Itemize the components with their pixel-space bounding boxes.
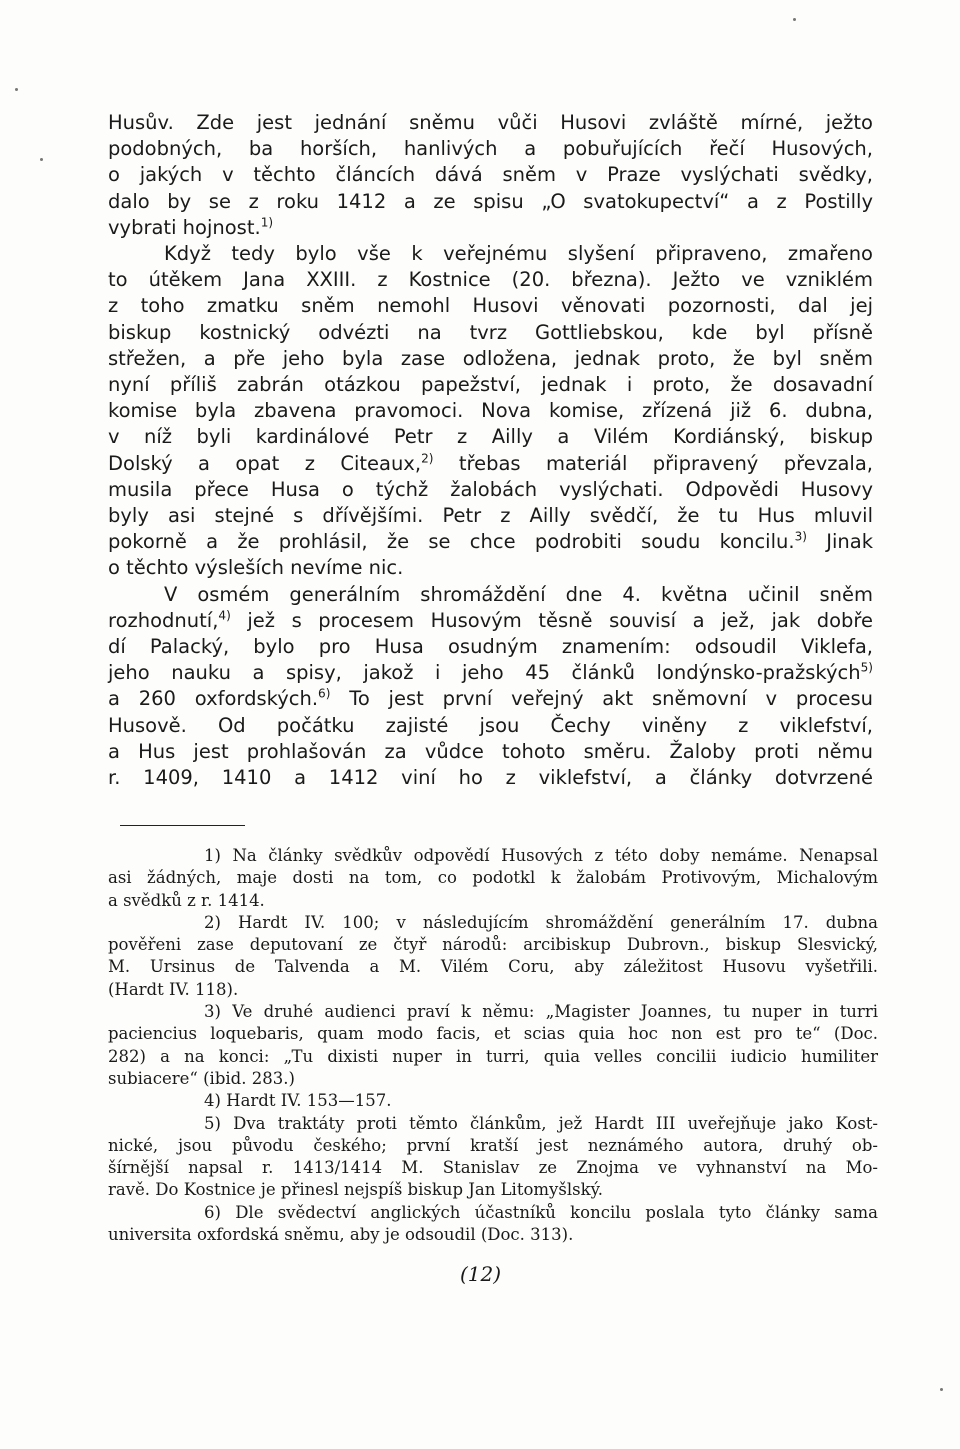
footnote-mark: 1) bbox=[260, 215, 274, 230]
text-line: rozhodnutí,$^{4)}$ jež s procesem Husovým těsně souvisí a jež, jak dobře bbox=[108, 608, 873, 632]
footnote-line: šírnější napsal r. 1413/1414 M. Stanislav ze Znojma ve vyhnanství na Mo- bbox=[108, 1158, 878, 1178]
text-line: to útěkem Jana XXIII. z Kostnice (20. března). Ježto ve vzniklém bbox=[108, 268, 873, 292]
footnote-mark: 2) bbox=[421, 451, 434, 466]
text-line: z toho zmatku sněm nemohl Husovi věnovati pozornosti, dal jej bbox=[108, 294, 873, 318]
footnote-line: universita oxfordská sněmu, aby je odsoudil (Doc. 313). bbox=[108, 1225, 574, 1245]
text-line: a 260 oxfordských.$^{6)}$ To jest první veřejný akt sněmovní v procesu bbox=[108, 686, 873, 711]
text-line: a Hus jest prohlašován za vůdce tohoto směru. Žaloby proti němu bbox=[108, 739, 873, 763]
scan-speck bbox=[793, 18, 796, 21]
footnote-line: subiacere“ (ibid. 283.) bbox=[108, 1068, 295, 1088]
footnote-line: (Hardt IV. 118). bbox=[108, 979, 239, 999]
footnote-line: M. Ursinus de Talvenda a M. Vilém Coru, aby záležitost Husovu vyšetřili. bbox=[108, 957, 878, 977]
text-line: v níž byli kardinálové Petr z Ailly a Vilém Kordiánský, biskup bbox=[108, 425, 873, 449]
footnote-line: a svědků z r. 1414. bbox=[108, 890, 265, 910]
footnote-line: 5) Dva traktáty proti těmto článkům, jež Hardt III uveřejňuje jako Kost- bbox=[204, 1113, 878, 1133]
text-line: byly asi stejné s dřívějšími. Petr z Ailly svědčí, že tu Hus mluvil bbox=[108, 504, 873, 528]
text-line: střežen, a pře jeho byla zase odložena, jednak proto, že byl sněm bbox=[108, 346, 873, 370]
footnote-line: 3) Ve druhé audienci praví k němu: „Magister Joannes, tu nuper in turri bbox=[204, 1002, 878, 1022]
text-line: podobných, ba horších, hanlivých a pobuřujících řečí Husových, bbox=[108, 137, 873, 161]
footnote-mark: 5) bbox=[860, 660, 873, 675]
footnote-line: ravě. Do Kostnice je přinesl nejspíš biskup Jan Litomyšlský. bbox=[108, 1180, 603, 1200]
text-line: r. 1409, 1410 a 1412 viní ho z viklefství, a články dotvrzené bbox=[108, 766, 873, 790]
text-line: pokorně a že prohlásil, že se chce podrobiti soudu koncilu.$^{3)}$ Jinak bbox=[108, 529, 874, 554]
footnote-mark: 4) bbox=[218, 608, 231, 623]
main-text bbox=[108, 110, 873, 791]
text-line: Dolský a opat z Citeaux,$^{2)}$ třebas materiál připravený převzala, bbox=[108, 451, 873, 475]
text-line: jeho nauku a spisy, jakož i jeho 45 článků londýnsko-pražských$^{5)}$ bbox=[108, 660, 873, 685]
footnote-line: 2) Hardt IV. 100; v následujícím shromáždění generálním 17. dubna bbox=[204, 912, 878, 932]
text-line: V osmém generálním shromáždění dne 4. května učinil sněm bbox=[164, 582, 873, 606]
text-line: Husově. Od počátku zajisté jsou Čechy viněny z viklefství, bbox=[108, 713, 873, 737]
page-number: (12) bbox=[460, 1262, 502, 1286]
footnote-mark: 3) bbox=[794, 529, 807, 544]
footnote-line: 4) Hardt IV. 153—157. bbox=[204, 1091, 392, 1111]
text-line: o těchto výsleších nevíme nic. bbox=[108, 556, 404, 580]
text-line: dí Palacký, bylo pro Husa osudným znamením: odsoudil Viklefa, bbox=[108, 635, 873, 659]
footnote-line: paciencius loquebaris, quam modo facis, et scias quia hoc non est pro te“ (Doc. bbox=[108, 1024, 878, 1044]
footnote-rule bbox=[120, 825, 245, 826]
footnotes bbox=[108, 845, 878, 1246]
scan-speck bbox=[940, 1388, 943, 1391]
text-line: musila přece Husa o týchž žalobách vyslýchati. Odpovědi Husovy bbox=[108, 477, 873, 501]
text-line: Husův. Zde jest jednání sněmu vůči Husovi zvláště mírné, ježto bbox=[108, 111, 873, 134]
text-line: dalo by se z roku 1412 a ze spisu „O svatokupectví“ a z Postilly bbox=[108, 189, 873, 213]
text-line: vybrati hojnost.$^{1)}$ bbox=[108, 215, 274, 239]
text-line: Když tedy bylo vše k veřejnému slyšení připraveno, zmařeno bbox=[164, 242, 873, 266]
footnote-line: 6) Dle svědectví anglických účastníků koncilu poslala tyto články sama bbox=[204, 1202, 878, 1222]
footnote-mark: 6) bbox=[318, 686, 331, 701]
footnote-line: 1) Na články svědkův odpovědí Husových z této doby nemáme. Nenapsal bbox=[204, 846, 878, 865]
scan-speck bbox=[40, 158, 43, 161]
footnote-line: pověřeni zase deputovaní ze čtyř národů: arcibiskup Dubrovn., biskup Slesvický, bbox=[108, 935, 878, 955]
scan-speck bbox=[15, 88, 18, 91]
footnote-line: 282) a na konci: „Tu dixisti nuper in turri, quia velles concilii iudicio humiliter bbox=[108, 1046, 878, 1066]
footnote-line: asi žádných, maje dosti na tom, co podotkl k žalobám Protivovým, Michalovým bbox=[108, 868, 878, 888]
text-line: nyní příliš zabrán otázkou papežství, jednak i proto, že dosavadní bbox=[108, 373, 873, 397]
text-line: biskup kostnický odvézti na tvrz Gottliebskou, kde byl přísně bbox=[108, 320, 873, 344]
text-line: o jakých v těchto článcích dává sněm v Praze vyslýchati svědky, bbox=[108, 163, 873, 187]
footnote-line: nické, jsou původu českého; první kratší jest neznámého autora, druhý ob- bbox=[108, 1135, 878, 1155]
text-line: komise byla zbavena pravomoci. Nova komise, zřízená již 6. dubna, bbox=[108, 399, 873, 423]
